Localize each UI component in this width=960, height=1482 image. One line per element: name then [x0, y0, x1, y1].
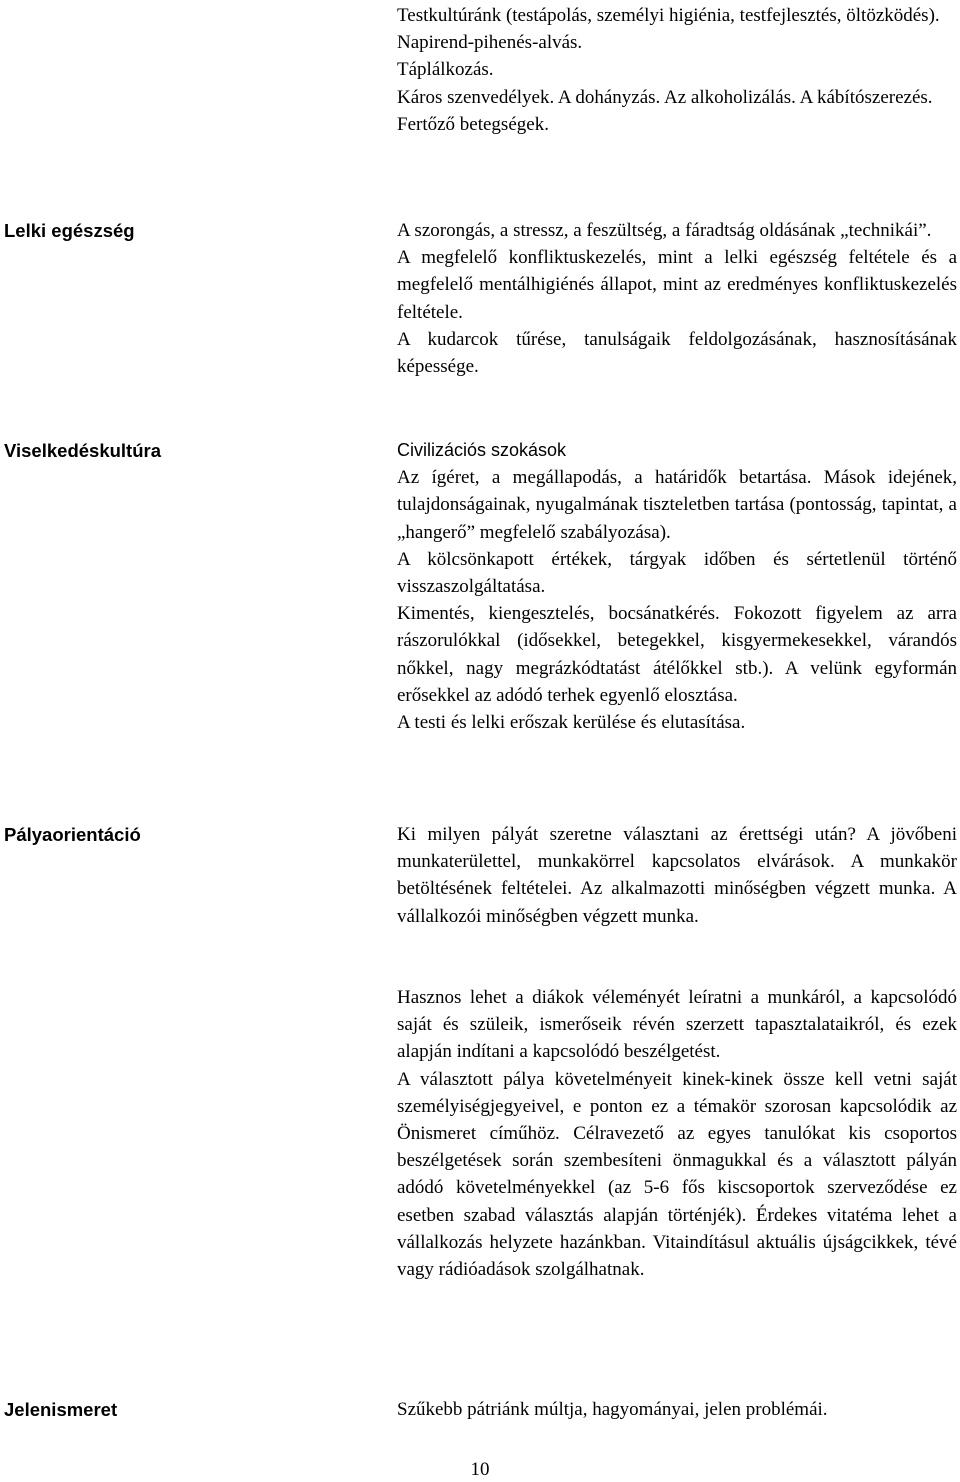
- paragraph: Hasznos lehet a diákok véleményét leíratni a munkáról, a kapcsolódó saját és szüleik, ismerőseik révén szerzett tapasztalataikról, és ezek alapján indítani a kapcsolódó beszélgetést.: [397, 987, 957, 1063]
- section-content: [397, 821, 957, 930]
- paragraph: A kölcsönkapott értékek, tárgyak időben és sértetlenül történő visszaszolgáltatása.: [397, 548, 957, 598]
- paragraph: A kudarcok tűrése, tanulságaik feldolgozásának, hasznosításának képessége.: [397, 328, 957, 378]
- paragraph: A megfelelő konfliktuskezelés, mint a lelki egészség feltétele és a megfelelő mentálhigiénés állapot, mint az eredményes konfliktuskezelés feltétele.: [397, 247, 957, 323]
- paragraph: Szűkebb pátriánk múltja, hagyományai, jelen problémái.: [397, 1399, 828, 1420]
- paragraph: Kimentés, kiengesztelés, bocsánatkérés. Fokozott figyelem az arra rászorulókkal (idősekkel, betegekkel, kisgyermekesekkel, várandós nőkkel, nagy megrázkódtatást átélőkkel stb.). A velünk egyformán erősekkel az adódó terhek egyenlő elosztása.: [397, 603, 957, 706]
- paragraph: Testkultúránk (testápolás, személyi higiénia, testfejlesztés, öltözködés).: [397, 5, 940, 26]
- section-content: [397, 437, 957, 736]
- section-content: [397, 984, 957, 1283]
- section-content: [397, 217, 957, 380]
- section-content: [397, 1396, 957, 1423]
- paragraph: Az ígéret, a megállapodás, a határidők betartása. Mások idejének, tulajdonságainak, nyugalmának tiszteletben tartása (pontosság, tapintat, a „hangerő” megfelelő szabályozása).: [397, 467, 957, 543]
- page-number: 10: [470, 1459, 490, 1480]
- paragraph: Káros szenvedélyek. A dohányzás. Az alkoholizálás. A kábítószerezés.: [397, 86, 933, 108]
- paragraph: A választott pálya követelményeit kinek-kinek össze kell vetni saját személyiségjegyeivel, e ponton ez a témakör szorosan kapcsolódik az Önismeret címűhöz. Célravezető az egyes tanulókat kis csoportos beszélgetések során szembesíteni önmagukkal és a választott pályán adódó követelményekkel (az 5-6 fős kiscsoportok szerveződése ez esetben szabad választás alapján történjék). Érdekes vitatéma lehet a vállalkozás helyzete hazánkban. Vitaindításul aktuális újságcikkek, tévé vagy rádióadások szolgálhatnak.: [397, 1068, 957, 1281]
- paragraph: Napirend-pihenés-alvás.: [397, 32, 583, 54]
- section-content: [397, 2, 957, 138]
- paragraph: Ki milyen pályát szeretne választani az érettségi után? A jövőbeni munkaterülettel, munkakörrel kapcsolatos elvárások. A munkakör betöltésének feltételei. Az alkalmazotti minőségben végzett munka. A vállalkozói minőségben végzett munka.: [397, 824, 957, 927]
- section-label: Pályaorientáció: [4, 824, 141, 845]
- paragraph: A testi és lelki erőszak kerülése és elutasítása.: [397, 712, 746, 734]
- section-label: Jelenismeret: [4, 1399, 118, 1420]
- paragraph-heading: Civilizációs szokások: [397, 440, 567, 460]
- paragraph: Táplálkozás.: [397, 59, 494, 81]
- section-label: Viselkedéskultúra: [4, 440, 161, 461]
- section-label: Lelki egészség: [4, 220, 135, 241]
- paragraph: Fertőző betegségek.: [397, 113, 549, 135]
- paragraph: A szorongás, a stressz, a feszültség, a fáradtság oldásának „technikái”.: [397, 220, 932, 241]
